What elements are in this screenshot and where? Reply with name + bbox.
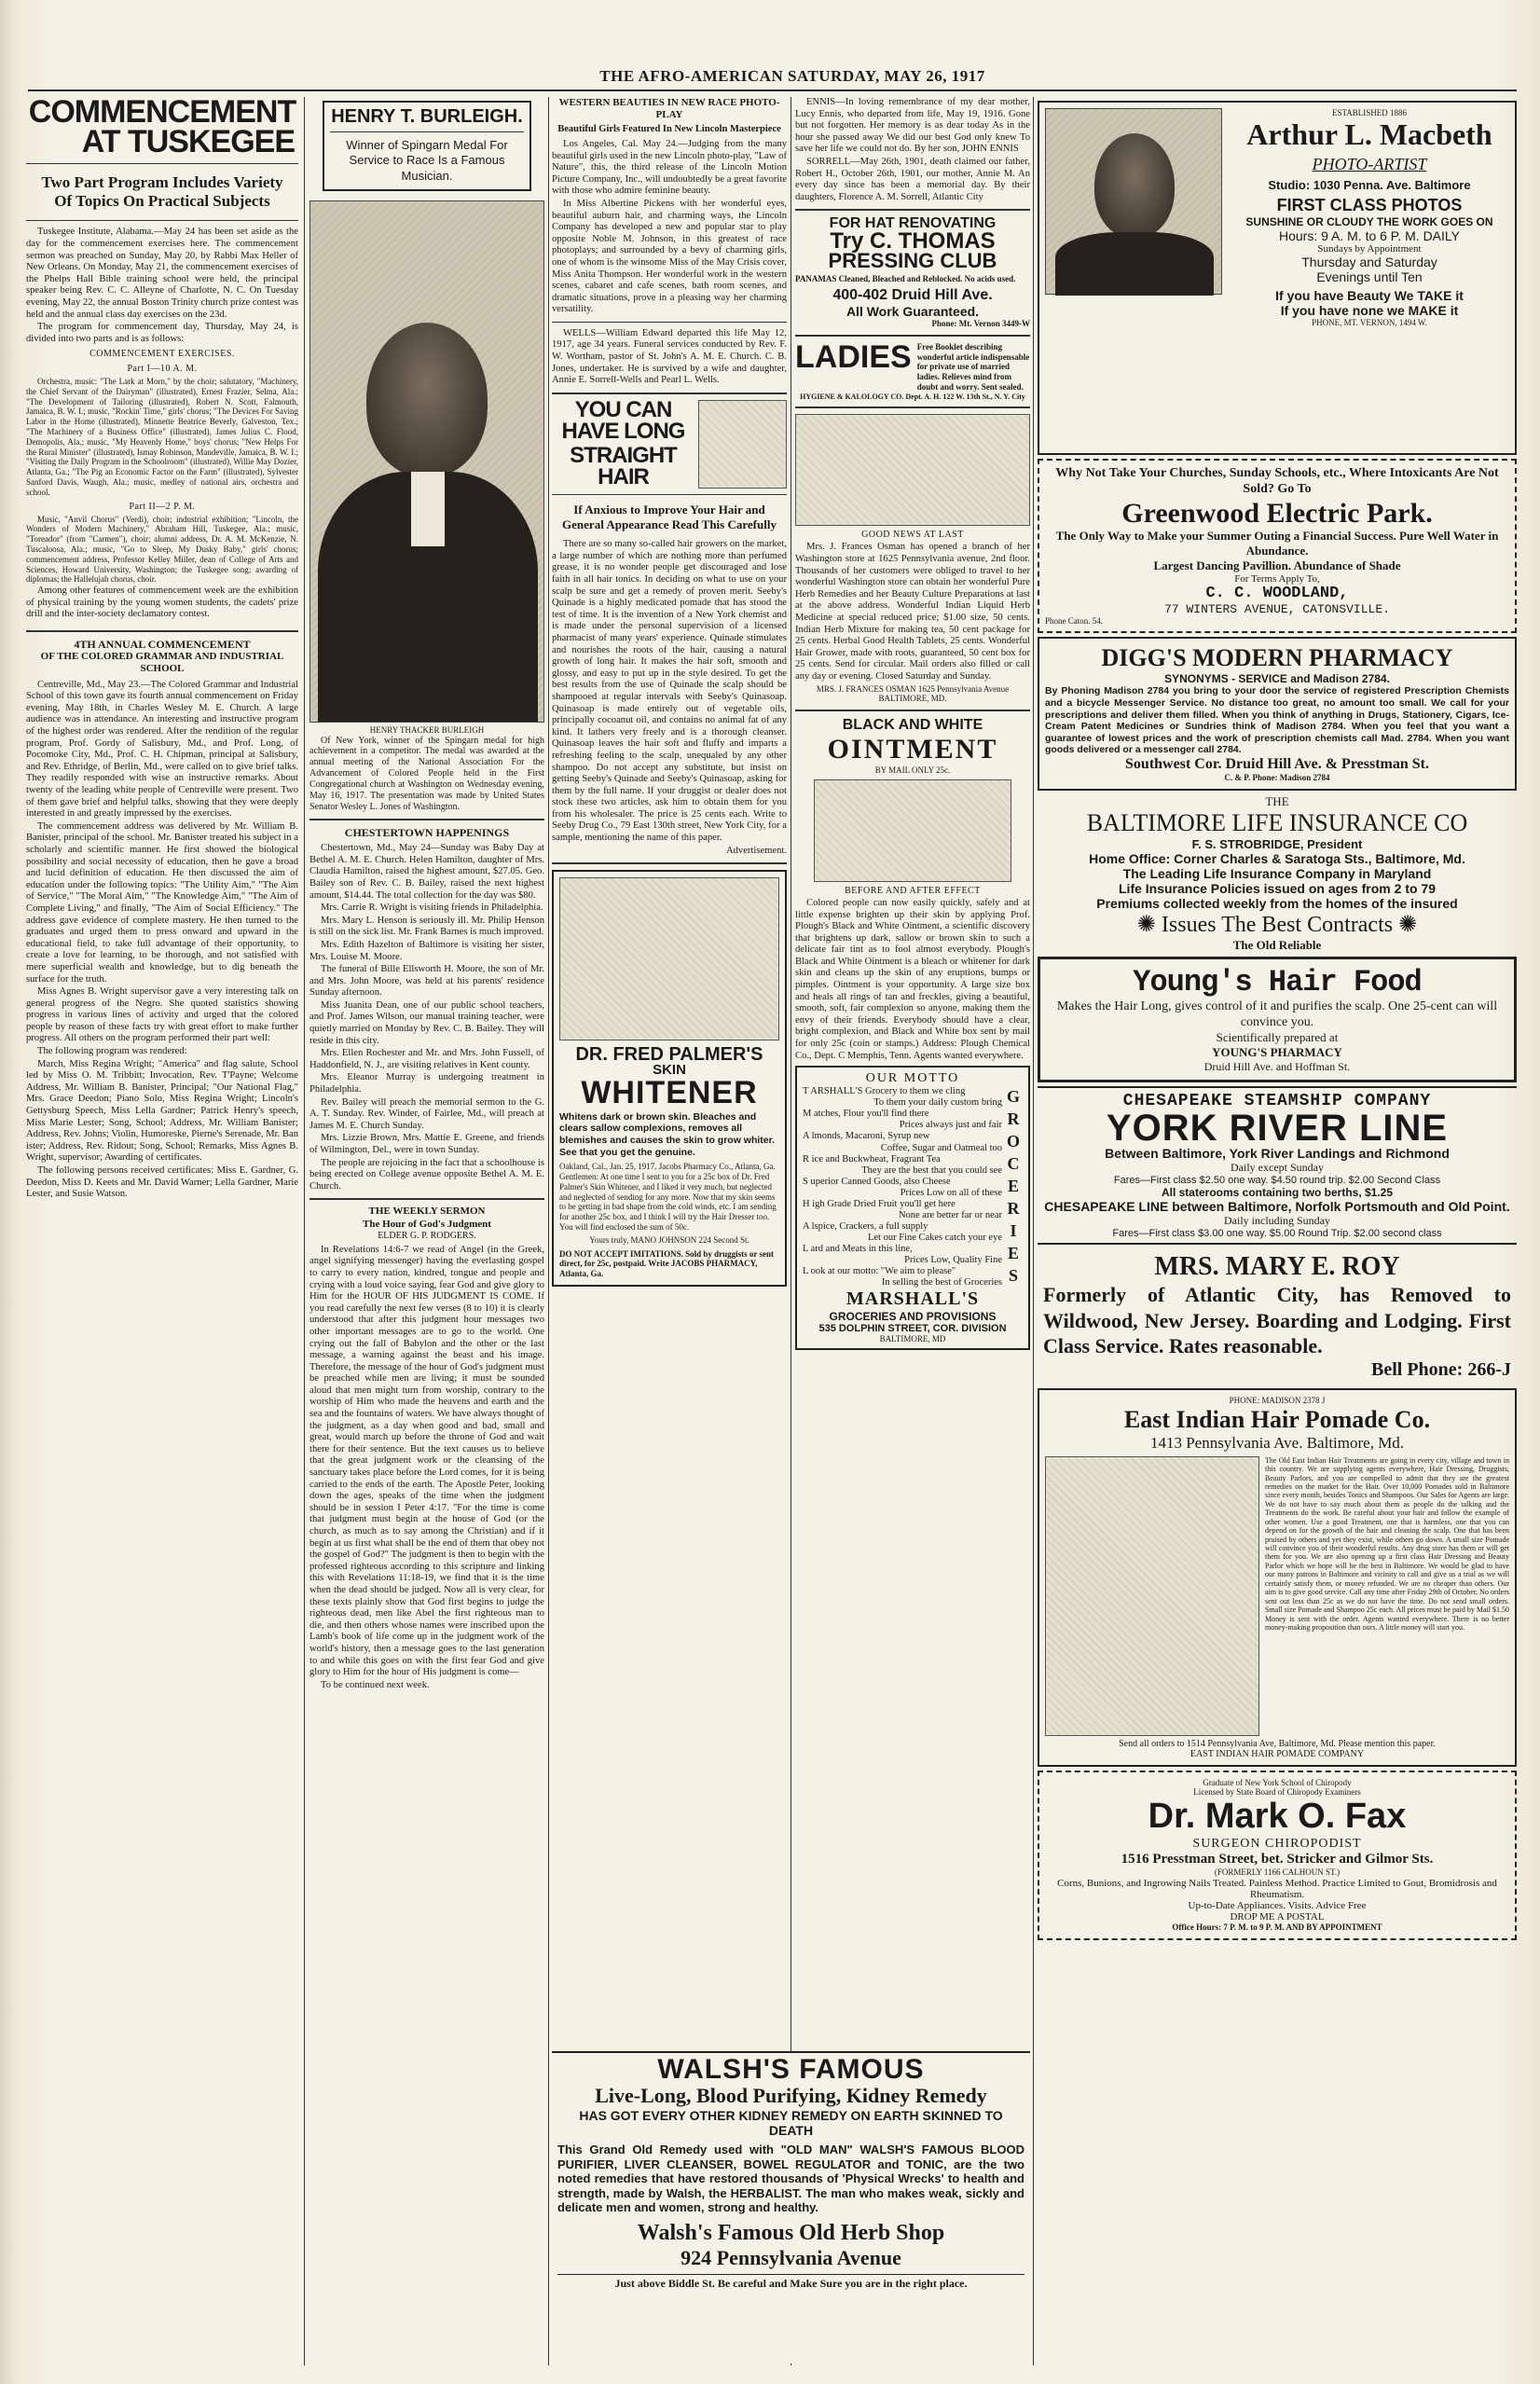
ad-body bbox=[552, 539, 787, 857]
paragraph: Mrs. Lizzie Brown, Mrs. Mattie E. Greene, and friends of Wilmington, Del., were in town Sunday. bbox=[309, 1133, 544, 1156]
ad-footer: Just above Biddle St. Be careful and Make Sure you are in the right place. bbox=[557, 2274, 1024, 2291]
paragraph: Miss Juanita Dean, one of our public school teachers, and Prof. James Wilson, our manual training teacher, were quietly married on Monday by Rev. C. B. Bailey. They will reside in this city. bbox=[309, 999, 544, 1046]
photo-caption: HENRY THACKER BURLEIGH bbox=[369, 724, 485, 735]
subheadline: Winner of Spingarn Medal For Service to Race Is a Famous Musician. bbox=[346, 138, 508, 183]
ad-body: Corns, Bunions, and Ingrowing Nails Treated. Painless Method. Practice Limited to Gout, Bromidrosis and Rheumatism. bbox=[1057, 1877, 1497, 1900]
ad-headline: YORK RIVER LINE bbox=[1106, 1108, 1449, 1150]
subheadline: Beautiful Girls Featured In New Lincoln Masterpiece bbox=[557, 124, 781, 135]
ad-headline: East Indian Hair Pomade Co. bbox=[1123, 1405, 1431, 1433]
paragraph: Of New York, winner of the Spingarn medal for high achievement in a competitor. The medal was awarded at the annual meeting of the National Association For the Advancement of Colored People held in the First Congregational church at Washington on Wednesday evening, May 16, 1917. The presentation was made by United States Senator Wesley L. Jones of Washington. bbox=[309, 735, 544, 812]
woman-portrait-illustration bbox=[1045, 1456, 1259, 1736]
portrait-photo bbox=[309, 200, 544, 723]
paragraph: There are so many so-called hair growers on the market, a large number of which are nothing more than perfumed grease, it is no wonder people get discouraged and lose faith in all hair tonics. In deciding on what to use on your scalp be sure and get a remedy of proven merit. Seeby's Quinade is a highly medicated pomade that has stood the test of time. It is the invention of a New York chemist and is made under the personal supervision of a licensed pharmacist of many years' experience. Quinade stimulates and nourishes the roots of the hair, causing a natural growth of long hair. It makes the hair soft, smooth and glossy, and easy to put up in the style desired. To get the best results from the use of Quinade the scalp should be shampooed at regular intervals with Seeby's Quinasoap. Quinasoap is made entirely out of vegetable oils, principally cocoanut oil, and contains no animal fat of any kind. It lathers very freely and is a thorough cleanser. Quinasoap leaves the hair soft and fluffy and imparts a refreshing feeling to the scalp, unequaled by any other shampoo. Do not accept any substitute, but insist on getting Seeby's Quinade and Seeby's Quinasoap, asking for them by the full name. If your druggist or dealer does not stock these two articles, ask him to obtain them for you from his wholesaler. The price is 25 cents each. Write to Seeby Drug Co., 79 East 130th street, New York City, for a sample, mentioning the name of this paper. bbox=[552, 539, 787, 844]
byline: ELDER G. P. RODGERS. bbox=[378, 1230, 476, 1241]
paragraph: Los Angeles, Cal. May 24.—Judging from the many beautiful girls used in the new Lincoln photo-play, "Law of Nature", this, the third release of the Lincoln Motion Picture Company, Inc., will undoubtedly be a great favorite with those who admire feminine beauty. bbox=[552, 138, 787, 197]
masthead-rule bbox=[28, 90, 1517, 91]
notices bbox=[795, 97, 1030, 203]
article-body bbox=[552, 139, 787, 387]
ad-headline: BLACK AND WHITE bbox=[842, 717, 983, 734]
ad-phone: C. & P. Phone: Madison 2784 bbox=[1224, 772, 1330, 782]
masthead: THE AFRO-AMERICAN SATURDAY, MAY 26, 1917 bbox=[599, 67, 985, 85]
ad-headline: DR. FRED PALMER'S bbox=[575, 1044, 763, 1066]
paragraph: The funeral of Bille Ellsworth H. Moore, the son of Mr. and Mrs. John Moore, was held at his parents' residence Sunday afternoon. bbox=[309, 964, 544, 999]
ad-footer: Office Hours: 7 P. M. to 9 P. M. AND BY APPOINTMENT bbox=[1172, 1922, 1382, 1932]
column-rule bbox=[1033, 97, 1034, 2365]
column-3 bbox=[552, 97, 787, 2365]
obituary: WELLS—William Edward departed this life May 12, 1917, age 34 years. Funeral services conducted by Rev. F. W. Wortham, pastor of St. John's A. M. E. Church. C. B. Jones, undertaker. He is survived by a wife and daughter, Annie E. Sorrell-Wells and Pearl L. Wells. bbox=[552, 327, 787, 386]
column-1 bbox=[26, 97, 298, 2365]
ad-body: C. C. WOODLAND, bbox=[1205, 584, 1349, 602]
ad-headline: BALTIMORE LIFE INSURANCE CO bbox=[1086, 808, 1468, 836]
ad-footer: 535 DOLPHIN STREET, COR. DIVISION bbox=[818, 1323, 1007, 1335]
motto-line: Let our Fine Cakes catch your eye bbox=[867, 1233, 1002, 1244]
ad-address: Studio: 1030 Penna. Ave. Baltimore bbox=[1268, 177, 1471, 192]
motto-line: Prices Low, Quality Fine bbox=[904, 1255, 1002, 1266]
fax-ad bbox=[1038, 1771, 1517, 1940]
ad-body bbox=[795, 898, 1030, 1062]
headline: AT TUSKEGEE bbox=[81, 124, 295, 160]
motto-line: Prices always just and fair bbox=[899, 1120, 1002, 1131]
motto-line: R ice and Buckwheat, Fragrant Tea bbox=[803, 1153, 941, 1164]
ad-address: Home Office: Corner Charles & Saratoga Sts., Baltimore, Md. bbox=[1089, 850, 1465, 866]
paragraph: Chestertown, Md., May 24—Sunday was Baby Day at Bethel A. M. E. Church. Helen Hamilton, daughter of Mrs. Claudia Hamilton, raised the highest amount, $27.05. Geo. Bailey son of Rev. C. B. Bailey, raised the next highest amount, $14.44. The total collection for the day was $80. bbox=[309, 843, 544, 901]
ad-subhead: SYNONYMS - SERVICE and Madison 2784. bbox=[1164, 672, 1390, 686]
ad-body: If you have none we MAKE it bbox=[1280, 302, 1459, 318]
paragraph: Mrs. Carrie R. Wright is visiting friends in Philadelphia. bbox=[321, 903, 543, 914]
paragraph: The following program was rendered: bbox=[37, 1046, 187, 1057]
ad-body: Whitens dark or brown skin. Bleaches and clears sallow complexions, removes all blemishes and causes the skin to grow whiter. See that you get the genuine. bbox=[559, 1110, 776, 1158]
ad-body: The Leading Life Insurance Company in Maryland bbox=[1122, 865, 1432, 881]
motto-list bbox=[803, 1086, 1002, 1288]
subheadline: OF THE COLORED GRAMMAR AND INDUSTRIAL SCHOOL bbox=[40, 651, 284, 675]
ad-headline: Arthur L. Macbeth bbox=[1246, 117, 1492, 151]
ad-body: (FORMERLY 1166 CALHOUN ST.) bbox=[1214, 1867, 1341, 1878]
motto-line: T ARSHALL'S Grocery to them we cling bbox=[803, 1086, 966, 1097]
ad-footer: Send all orders to 1514 Pennsylvania Ave, Baltimore, Md. Please mention this paper. bbox=[1119, 1738, 1436, 1749]
ad-headline: PRESSING CLUB bbox=[828, 249, 997, 273]
ad-body: Licensed by State Board of Chiropody Examiners bbox=[1193, 1787, 1361, 1798]
palmer-ad bbox=[552, 870, 787, 1287]
youngs-ad bbox=[1038, 957, 1517, 1083]
ad-body: FIRST CLASS PHOTOS bbox=[1276, 195, 1463, 214]
ad-headline: YOU CAN HAVE LONG bbox=[561, 396, 685, 444]
ad-address: 924 Pennsylvania Avenue bbox=[681, 2246, 901, 2270]
product-box-illustration bbox=[559, 877, 779, 1040]
ad-body: YOUNG'S PHARMACY bbox=[1212, 1045, 1342, 1060]
ad-subhead: Live-Long, Blood Purifying, Kidney Remedy bbox=[595, 2083, 987, 2107]
motto-line: M atches, Flour you'll find there bbox=[803, 1109, 929, 1120]
section-title: Part II—2 P. M. bbox=[129, 501, 196, 512]
article-body bbox=[309, 1245, 544, 1692]
paragraph: The commencement address was delivered by Mr. William B. Banister, principal of the school. Mr. Banister treated his subject in a scholarly and scientific manner. He first showed the biological possibility and social necessity of education, then he gave a broad and lucid definition of education. He then discussed the aim of education under the following topics: "The Utility Aim," "The Aim of Service," "The Moral Aim," "The Knowledge Aim," "The Aim of Complete Living," and finally, "The Aim of Social Efficiency." The address gave evidence of complete mastery. He then turned to the graduates and urged them to press onward and upward in the educational field, to take full advantage of their opportunity, to create a love for learning, to be thorough, and not satisfied with mere superficial wealth and knowledge, but to dig beneath the surface for the truth. bbox=[26, 820, 298, 985]
paragraph: Mrs. J. Frances Osman has opened a branch of her Washington store at 1625 Pennsylvania avenue, 2nd floor. Thousands of her customers were obliged to travel to her wonderful Washington store can obtain her wonderful Pure Herb Remedies and her Beauty Culture Preparations at last at the above address. Wonderful Indian Liquid Herb Medicine at special reduced price; $1.00 size, 50 cents. Indian Herb Mixture for making tea, 50 cent package for 25 cents. Herbal Good Health Tablets, 25 cents. Wonderful Hair Grower, made with roots, guaranteed, 50 cent box for 25 cents. Send for circular. Mail orders also filled or call any day or evening. Closed Saturday and Sunday. bbox=[795, 542, 1030, 682]
motto-line: They are the best that you could see bbox=[861, 1164, 1002, 1176]
paragraph: Music, "Anvil Chorus" (Verdi), choir; industrial exhibition; "Lincoln, the Wonders of Modern Machinery," Abraham Hill, Tuskegee, Ala.; music, "Toreador" (from "Carmen"), choir; alumni address, Dr. A. M. McKenzie, N. Tuscaloosa, Ala.; music, "Go to Sleep, My Dusky Baby," girls' chorus; commencement address, Professor Kelley Miller, dean of College of Arts and Sciences, Howard University, Washington; the Tuskegee song; awarding of diplomas; the Hallelujah chorus, choir. bbox=[26, 514, 298, 585]
ad-headline: OINTMENT bbox=[827, 734, 998, 765]
ad-subhead: BY MAIL ONLY 25c. bbox=[874, 765, 951, 776]
ad-address: 400-402 Druid Hill Ave. bbox=[832, 287, 993, 304]
ad-body: Formerly of Atlantic City, has Removed to Wildwood, New Jersey. Boarding and Lodging. First Class Service. Rates reasonable. bbox=[1043, 1283, 1511, 1358]
ad-body: Sundays by Appointment bbox=[1317, 242, 1422, 255]
motto-line: H igh Grade Dried Fruit you'll get here bbox=[803, 1198, 956, 1209]
ad-body: Why Not Take Your Churches, Sunday Schools, etc., Where Intoxicants Are Not Sold? Go To bbox=[1055, 466, 1499, 496]
marshall-ad bbox=[795, 1066, 1030, 1350]
ad-footer: DO NOT ACCEPT IMITATIONS. Sold by druggists or sent direct, for 25c, postpaid. Write JACOBS PHARMACY, Atlanta, Ga. bbox=[559, 1248, 774, 1279]
headline: HENRY T. BURLEIGH. bbox=[331, 106, 523, 127]
ad-body: DROP ME A POSTAL bbox=[1230, 1910, 1325, 1922]
motto-line: Prices Low on all of these bbox=[900, 1187, 1002, 1198]
roy-ad bbox=[1038, 1248, 1517, 1385]
macbeth-ad bbox=[1038, 101, 1517, 455]
ad-phone: Phone: Mt. Vernon 3449-W bbox=[931, 319, 1030, 329]
steamship-ad bbox=[1038, 1086, 1517, 1245]
park-ad bbox=[1038, 459, 1517, 633]
ad-letter: Oakland, Cal., Jan. 25, 1917. Jacobs Pharmacy Co., Atlanta, Ga. Gentlemen: At one time I sent to you for a 25c box of Dr. Fred Palmer's Skin Whitener, and I liked it very much, but neglected and neglected of sending for any more. Now that my skin seems to be getting in bad shape from the cold winds, etc. I am sending for another 25c box, and I think I will try the Hair Dresser too. You will find enclosed the sum of 50c. bbox=[559, 1162, 777, 1232]
motto-line: L ard and Meats in this line, bbox=[803, 1244, 913, 1255]
ad-label: Advertisement. bbox=[725, 845, 787, 856]
ad-headline: SKIN bbox=[653, 1062, 686, 1079]
ad-body: CHESAPEAKE LINE between Baltimore, Norfolk Portsmouth and Old Point. bbox=[1044, 1199, 1510, 1215]
paragraph: Tuskegee Institute, Alabama.—May 24 has been set aside as the day for the commencement exercises here. The commencement sermon was preached on Sunday, May 20, by Rabbi Max Heller of New Orleans. On Monday, May 21, the commencement exercises of the Phelps Hall Bible training school were held, the principal speaker being Rev. C. C. Alleyne of Charlotte, N. C. On Tuesday evening, May 22, the annual Boston Trinity church prize contest was held and the annual class day exercises on the 23d. bbox=[26, 227, 298, 320]
ladies-ad bbox=[795, 338, 1030, 393]
ad-body: Graduate of New York School of Chiropody bbox=[1203, 1777, 1352, 1787]
ad-est: ESTABLISHED 1886 bbox=[1331, 108, 1408, 117]
motto-line: S uperior Canned Goods, also Cheese bbox=[803, 1176, 951, 1187]
ad-headline: Young's Hair Food bbox=[1133, 964, 1422, 999]
ad-headline: DIGG'S MODERN PHARMACY bbox=[1101, 644, 1453, 672]
ad-headline: MRS. MARY E. ROY bbox=[1154, 1252, 1400, 1282]
headline: 4TH ANNUAL COMMENCEMENT bbox=[74, 637, 251, 651]
east-indian-ad bbox=[1038, 1388, 1517, 1767]
ad-body: If you have Beauty We TAKE it bbox=[1275, 287, 1464, 303]
memorial-notice: ENNIS—In loving remembrance of my dear mother, Lucy Ennis, who departed from life, May 19, 1916. Gone but not forgotten. Her memory is as dear today As in the hour she passed away We did our best God only knew To save her life we could not do. By her son, JOHN ENNIS bbox=[795, 97, 1030, 155]
article-body bbox=[26, 227, 298, 621]
ad-signature: Yours truly, MANO JOHNSON 224 Second St. bbox=[589, 1234, 749, 1245]
paragraph: The program for commencement day, Thursday, May 24, is divided into two parts and is as follows: bbox=[26, 322, 298, 344]
ad-body: For Terms Apply To, bbox=[1234, 572, 1320, 585]
continued-note: To be continued next week. bbox=[321, 1679, 430, 1690]
ad-body: HAS GOT EVERY OTHER KIDNEY REMEDY ON EARTH SKINNED TO DEATH bbox=[579, 2107, 1003, 2139]
section-title: Part I—10 A. M. bbox=[127, 364, 198, 375]
ad-phone: Phone Caton. 54. bbox=[1045, 615, 1103, 626]
paragraph: Among other features of commencement week are the exhibition of physical training by the young women students, the cadets' prize drill and the inter-society declamatory contest. bbox=[26, 586, 298, 620]
ad-footer: HYGIENE & KALOLOGY CO. Dept. A. H. 122 W. 13th St., N. Y. City bbox=[800, 392, 1025, 401]
ad-body: Free Booklet describing wonderful article indispensable for private use of married ladies. Relieves mind from doubt and worry. Sent sealed. bbox=[916, 341, 1030, 392]
ad-body: By Phoning Madison 2784 you bring to your door the service of registered Prescription Chemists and a bicycle Messenger Service. No distance too great, no amount too small. We call for your prescriptions and deliver them filled. When you think of anything in Drugs, Stationery, Cigars, Ice-Cream Patent Medicines or Sundries think of Madison 2784. When you feel that you want a guarantee of lowest prices and the work of prescription chemists call Mad. 2784. When you want goods delivered or a messenger call 2784. bbox=[1045, 685, 1509, 756]
paragraph: Centreville, Md., May 23.—The Colored Grammar and Industrial School of this town gave its fourth annual commencement on Friday evening, May 18th, in Charles Wesley M. E. Church. A large audience was in attendance. An interesting and instructive program of the highest order was rendered. After the rendition of the regular program, Prof. Gordy of Salisbury, Md., and Prof. Long, of Pocomoke City, Md., Prof. C. H. Chipman, principal at Salisbury, and Rev. Ethridge, of Berlin, Md., were called on to give brief talks. They readily responded with wise an instructive remarks. About twenty of the leading white people of Centreville were present. Two of them gave brief and helpful talks, showing that they were deeply interested in and greatly impressed by the exercises. bbox=[26, 679, 298, 820]
section-title: COMMENCEMENT EXERCISES. bbox=[89, 349, 235, 360]
memorial-notice: SORRELL—May 26th, 1901, death claimed our father, Robert H., October 26th, 1901, our mother, Annie M. An every day since has been a memorial day. By their daughters, Florence A. M. Sorrell, Atlantic City bbox=[795, 156, 1030, 202]
native-figures-illustration bbox=[795, 414, 1030, 526]
ad-body: PANAMAS Cleaned, Bleached and Reblocked. No acids used. bbox=[795, 274, 1016, 284]
paragraph: March, Miss Regina Wright; "America" and flag salute, School led by Miss O. M. Tribbitt; Invocation, Rev. T'Payne; Welcome Address, Mr. William B. Banister, Principal; "Our National Flag," Mrs. Grace Deedon; Piano Solo, Miss Regina Wright; Lincoln's Gettysburg Speech, Miss Lella Gardner; Patrick Henry's speech, Miss Marie Lester; Song, School; Address, Mr. William Banister; Address, Rev. Johns; Violin, Humoreske, Pierne's Serenade, Mr. Ban ister; Address, Rev. Ridout; Song, School; Remarks, Miss Agnes B. Wright, supervisor; Awarding of certificates. bbox=[26, 1058, 298, 1164]
paragraph: In Miss Albertine Pickens with her wonderful eyes, beautiful auburn hair, and charming ways, the Lincoln Company has developed a new and popular star to play opposite Noble M. Johnson, in this greatest of race photoplays; and surrounded by a bevy of charming girls, one of whom is the winsome Miss of the May Crisis cover, Miss Anita Thompson. Her wonderful work in the western scenes, cabaret and cafe scenes, bath room scenes, and dramatic situations, prove in a pleasing way her charming versatility. bbox=[552, 198, 787, 315]
ad-body: All staterooms containing two berths, $1.25 bbox=[1161, 1186, 1394, 1200]
sun-icon: ✺ bbox=[1393, 912, 1418, 937]
paragraph: Mrs. Edith Hazelton of Baltimore is visiting her sister, Mrs. Louise M. Moore. bbox=[309, 939, 544, 962]
headline: COMMENCEMENT bbox=[28, 97, 296, 130]
paragraph: The following persons received certificates: Miss E. Gardner, G. Deedon, Miss D. Keets and Mr. David Warner; Lella Gardner, Marie Lester, and Susie Watson. bbox=[26, 1165, 298, 1200]
ointment-ad bbox=[795, 717, 1030, 1062]
column-rule bbox=[548, 97, 549, 2365]
ad-body: Hours: 9 A. M. to 6 P. M. DAILY bbox=[1278, 227, 1460, 243]
paragraph: Mrs. Eleanor Murray is undergoing treatment in Philadelphia. bbox=[309, 1072, 544, 1096]
article-body bbox=[795, 542, 1030, 704]
ad-footer: MARSHALL'S bbox=[846, 1288, 980, 1310]
paragraph: The people are rejoicing in the fact that a schoolhouse is being erected on College avenue opposite Bethel A. M. E. Church. bbox=[309, 1157, 544, 1192]
ad-headline: Dr. Mark O. Fax bbox=[1148, 1797, 1407, 1837]
ad-body: Up-to-Date Appliances. Visits. Advice Free bbox=[1188, 1899, 1367, 1911]
ad-address: 1413 Pennsylvania Ave. Baltimore, Md. bbox=[1149, 1433, 1405, 1452]
ad-address: Druid Hill Ave. and Hoffman St. bbox=[1203, 1060, 1351, 1074]
ad-body: Fares—First class $3.00 one way. $5.00 Round Trip. $2.00 second class bbox=[1112, 1228, 1442, 1240]
paragraph: Orchestra, music: "The Lark at Morn," by the choir; salutatory, "Machinery, the Chief Servant of the Dairyman" (illustrated), Ernest Frazier, Selma, Ala.; "The Development of Tailoring (illustrated), Robert N. Scott, Falmouth, Jamaica, B. W. I.; music, "Rockin' Time," girls' chorus; "The Devices For Saving Labor in the Home (illustrated), Minnette Beatrice Beverly, Galveston, Tex.; "The Machinery of a Business Office" (illustrated), James Julius C. Flood, Demopolis, Ala.; music, "My Heavenly Home," boys' chorus; "New Helps For the Rural Minister" (illustrated), Ismay Robinson, Mandeville, Jamaica, B. W. I.; "Visiting the Daily Program in the Schoolroom" (illustrated), Willie May Dozier, Atlanta, Ga.; "The Pig an Economic Factor on the Farm" (illustrated), Sylvester Sanford Davis, Waugh, Ala.; music, medley of national airs, orchestra and school. bbox=[26, 377, 298, 497]
ad-headline: LADIES bbox=[795, 338, 912, 375]
ad-body: Scientifically prepared at bbox=[1216, 1030, 1339, 1045]
ad-headline: STRAIGHT HAIR bbox=[570, 443, 677, 490]
motto-line: In selling the best of Groceries bbox=[881, 1277, 1002, 1288]
ad-headline: ✺ Issues The Best Contracts ✺ bbox=[1136, 912, 1418, 937]
ad-body: Largest Dancing Pavillion. Abundance of Shade bbox=[1153, 558, 1401, 572]
headline: WESTERN BEAUTIES IN NEW RACE PHOTO-PLAY bbox=[558, 97, 780, 121]
ad-subhead: SURGEON CHIROPODIST bbox=[1192, 1837, 1362, 1852]
face-profiles-illustration bbox=[814, 779, 1011, 882]
ad-body: Daily including Sunday bbox=[1224, 1214, 1330, 1228]
ad-body: F. S. STROBRIDGE, President bbox=[1191, 836, 1363, 851]
ad-phone: PHONE, MT. VERNON, 1494 W. bbox=[1312, 317, 1427, 327]
ad-body: Life Insurance Policies issued on ages from 2 to 79 bbox=[1119, 880, 1436, 896]
ad-headline: Walsh's Famous Old Herb Shop bbox=[637, 2221, 945, 2246]
ad-body: Thursday and Saturday bbox=[1301, 254, 1437, 269]
ad-body: Between Baltimore, York River Landings and Richmond bbox=[1105, 1146, 1450, 1162]
motto-line: Coffee, Sugar and Oatmeal too bbox=[880, 1142, 1002, 1153]
ad-footer: BALTIMORE, MD bbox=[879, 1334, 946, 1344]
ad-body: Premiums collected weekly from the homes of the insured bbox=[1096, 895, 1458, 911]
ad-headline: FOR HAT RENOVATING bbox=[829, 215, 997, 232]
article-body bbox=[26, 680, 298, 1201]
signature: MRS. J. FRANCES OSMAN 1625 Pennsylvania Avenue BALTIMORE, MD. bbox=[816, 683, 1010, 704]
ad-headline: WHITENER bbox=[581, 1074, 758, 1110]
portrait-photo bbox=[1045, 108, 1222, 295]
ad-body: The Old East Indian Hair Treatments are going in every city, village and town in this country. We are supplying agents everywhere, Hair Dressing, Druggists, Beauty Parlors, and you are compelled to admit that they are the greatest remedies on the market for the Hair. Over 10,000 Pomades sold in Baltimore since every month, besides Tonics and Shampoos. Our Sales for Agents are large. We do not have to say much about them as people do the talking and the Treatments do the work. Be careful about your hair and follow the example of other women. Use a good Treatment, one that is harmless, one that you can depend on for the growth of the hair and cleaning the scalp. One that has been praised by others and yet they exist, while others go down. A small size Pomade will convince you of their wonderful results. Any drug store has them or will get them for you. We are also opening up a first class Hair Dressing and Beauty Parlor which we hope will be the best in Baltimore. We would be glad to have our many patrons in Baltimore and vicinity to call and give us a trial as we will certainly satisfy them, or money refunded. We are no cheaper than others. Our aim is to give good service. Call any time after Friday 29th of October. No orders sent out less than 25c as we do not have the time. Do not send small orders. Small size Pomade and Shampoo 25c each. All prices must be paid by Mail $1.50 Money is sent with the order. Agents wanted everywhere. There is no better money-making proposition than ours. A little money will start you. bbox=[1265, 1455, 1509, 1632]
ad-body: The Old Reliable bbox=[1232, 937, 1322, 952]
motto-line: A lspice, Crackers, a full supply bbox=[803, 1220, 928, 1232]
paragraph: In Revelations 14:6-7 we read of Angel (in the Greek, angel signifying messenger) having the everlasting gospel to carry to every nation, kindred, tongue and people and crying with a loud voice saying, fear God and give glory to Him for the HOUR OF HIS JUDGMENT IS COME. If you read carefully the next few verses (8 to 10) it is clearly understood that after this judgment hour messages two other important messages are to go to the world. One crying out the fall of Babylon and the other or the last message, a warning against the beast and his image. Therefore, the message of the hour of God's judgment must be preached while men are living; it must be sounded aloud that men might turn from worship, contrary to the worship of Him who made the heavens and earth and the sea and the fountains of waters. We have always thought of the judgment, as a day when good and bad, small and great, would march up before the throne of God and wait there for their sentence. But the text causes us to believe that the great judgment work or the cleansing of the sanctuary takes place before the Lord comes, for it is being carried to the ends of the earth. The Apostle Peter, looking down the ages, speaks of the time when the judgment should be in session I Peter 4:17. "For the time is come that judgment must begin at the house of God (or the church, as much as to say among the Christian) and if it begin at us first what shall be the end of them that obey not the gospel of God?" The judgment is then to begin with the professed righteous according to this scripture and linking this with Revelations 11:18-19, we find that it is the time when the dead should be judged. Now all is very clear, for these texts plainly show that God first begins to judge the righteous dead, men like Abel the first righteous man to die, and then others whose names were inscribed upon the Lamb's book of life come up in the judgment work of the world's history, then a message goes to the last generation to and while this goes on with the first fear God and give glory to Him for the hour of His judgment is come— bbox=[309, 1244, 544, 1678]
women-illustration bbox=[698, 400, 787, 489]
subheadline: The Hour of God's Judgment bbox=[363, 1218, 491, 1230]
ad-phone: PHONE: MADISON 2378 J bbox=[1229, 1395, 1326, 1405]
headline: THE WEEKLY SERMON bbox=[368, 1206, 486, 1218]
ad-headline: Greenwood Electric Park. bbox=[1121, 497, 1433, 529]
ad-phone: Bell Phone: 266-J bbox=[1371, 1358, 1511, 1380]
ad-body: This Grand Old Remedy used with "OLD MAN" WALSH'S FAMOUS BLOOD PURIFIER, LIVER CLEANSER, BOWEL REGULATOR and TONIC, are the two noted remedies that have restored thousands of 'Physical Wrecks' to health and strength, made by Walsh, the HERBALIST. The man who makes weak, sickly and delicate men and women, strong and healthy. bbox=[557, 2143, 1024, 2215]
motto-line: To them your daily custom bring bbox=[873, 1097, 1002, 1109]
article-body bbox=[309, 843, 544, 1192]
ad-headline: Try C. THOMAS bbox=[830, 227, 996, 254]
ad-body: The Only Way to Make your Summer Outing a Financial Success. Pure Well Water in Abundance. bbox=[1055, 528, 1499, 558]
paragraph: Mrs. Ellen Rochester and Mr. and Mrs. John Fussell, of Haddonfield, N. J., are visiting relatives in Kent county. bbox=[309, 1048, 544, 1070]
article-body bbox=[309, 736, 544, 813]
ad-body: SUNSHINE OR CLOUDY THE WORK GOES ON bbox=[1245, 214, 1493, 228]
ad-body: Daily except Sunday bbox=[1231, 1161, 1324, 1175]
ad-headline: CHESAPEAKE STEAMSHIP COMPANY bbox=[1122, 1092, 1432, 1111]
headline: GOOD NEWS AT LAST bbox=[861, 530, 964, 541]
ad-headline: WALSH'S FAMOUS bbox=[657, 2054, 925, 2085]
ad-address: 77 WINTERS AVENUE, CATONSVILLE. bbox=[1164, 601, 1390, 616]
subheadline: Two Part Program Includes Variety Of Topics On Practical Subjects bbox=[41, 172, 283, 210]
ad-footer: EAST INDIAN HAIR POMADE COMPANY bbox=[1189, 1748, 1365, 1759]
paragraph: Mrs. Mary L. Henson is seriously ill. Mr. Philip Henson is still on the sick list. Mr. Frank Barnes is much improved. bbox=[309, 915, 544, 938]
motto-line: L ook at our motto: "We aim to please" bbox=[803, 1266, 956, 1277]
thomas-ad bbox=[795, 216, 1030, 328]
headline-box bbox=[323, 101, 531, 191]
ad-headline: OUR MOTTO bbox=[865, 1071, 960, 1086]
ad-subhead: PHOTO-ARTIST bbox=[1312, 154, 1427, 173]
ad-body: Makes the Hair Long, gives control of it and purifies the scalp. One 25-cent can will convince you. bbox=[1056, 999, 1498, 1029]
ad-subhead: If Anxious to Improve Your Hair and General Appearance Read This Carefully bbox=[562, 503, 777, 531]
ad-footer: GROCERIES AND PROVISIONS bbox=[829, 1310, 997, 1324]
digg-ad bbox=[1038, 637, 1517, 790]
column-4 bbox=[795, 97, 1030, 2365]
paragraph: Colored people can now easily quickly, safely and at little expense brighten up their skin by applying Prof. Plough's Black and White Ointment, a scientific discovery that brightens up dark, sallow or brown skin to such a delicate fair tint as to fool almost everybody. Plough's Black and White Ointment is a bleach or whitener for dark skin and cleans up the skin of any eruptions, bumps or pimples. Ointment is your opportunity. A large size box and heals all rings of tan and freckles, giving a beautiful, smooth, soft, fair complexion so anyone, making them the envy of their friends. Everybody should have a clear, bright complexion, and Black and White box sent by mail for only 25c (coin or stamps.) Address: Plough Chemical Co., Dept. C Memphis, Tenn. Agents wanted everywhere. bbox=[795, 897, 1030, 1061]
motto-line: A lmonds, Macaroni, Syrup new bbox=[803, 1131, 930, 1142]
ad-address: Southwest Cor. Druid Hill Ave. & Presstman St. bbox=[1125, 755, 1429, 772]
hair-ad bbox=[552, 396, 787, 857]
ad-body: All Work Guaranteed. bbox=[846, 304, 980, 320]
walsh-ad bbox=[552, 2051, 1030, 2363]
side-letters: GROCERIES bbox=[1004, 1086, 1023, 1288]
ad-body: Evenings until Ten bbox=[1316, 269, 1423, 284]
column-rule bbox=[304, 97, 305, 2365]
paragraph: Miss Agnes B. Wright supervisor gave a very interesting talk on general progress of the Negro. She quoted statistics showing progress in various lines of activity and urged that the colored people by reason of these facts try with great effort to make further progress. All others on the program performed their part well: bbox=[26, 986, 298, 1044]
motto-line: None are better far or near bbox=[898, 1209, 1002, 1220]
column-2 bbox=[309, 97, 544, 2365]
caption: BEFORE AND AFTER EFFECT bbox=[845, 885, 981, 896]
insurance-ad bbox=[1038, 794, 1517, 953]
paragraph: Rev. Bailey will preach the memorial sermon to the G. A. T. Sunday. Rev. Winder, of Fairlee, Md., will preach at James M. E. Church Sunday. bbox=[309, 1096, 544, 1131]
ad-body: Fares—First class $2.50 one way. $4.50 round trip. $2.00 Second Class bbox=[1113, 1175, 1441, 1187]
sun-icon: ✺ bbox=[1136, 912, 1162, 937]
ad-subhead: THE bbox=[1265, 793, 1289, 808]
headline: CHESTERTOWN HAPPENINGS bbox=[344, 825, 510, 839]
column-5 bbox=[1038, 97, 1517, 2365]
ad-address: 1516 Presstman Street, bet. Stricker and Gilmor Sts. bbox=[1121, 1852, 1434, 1867]
